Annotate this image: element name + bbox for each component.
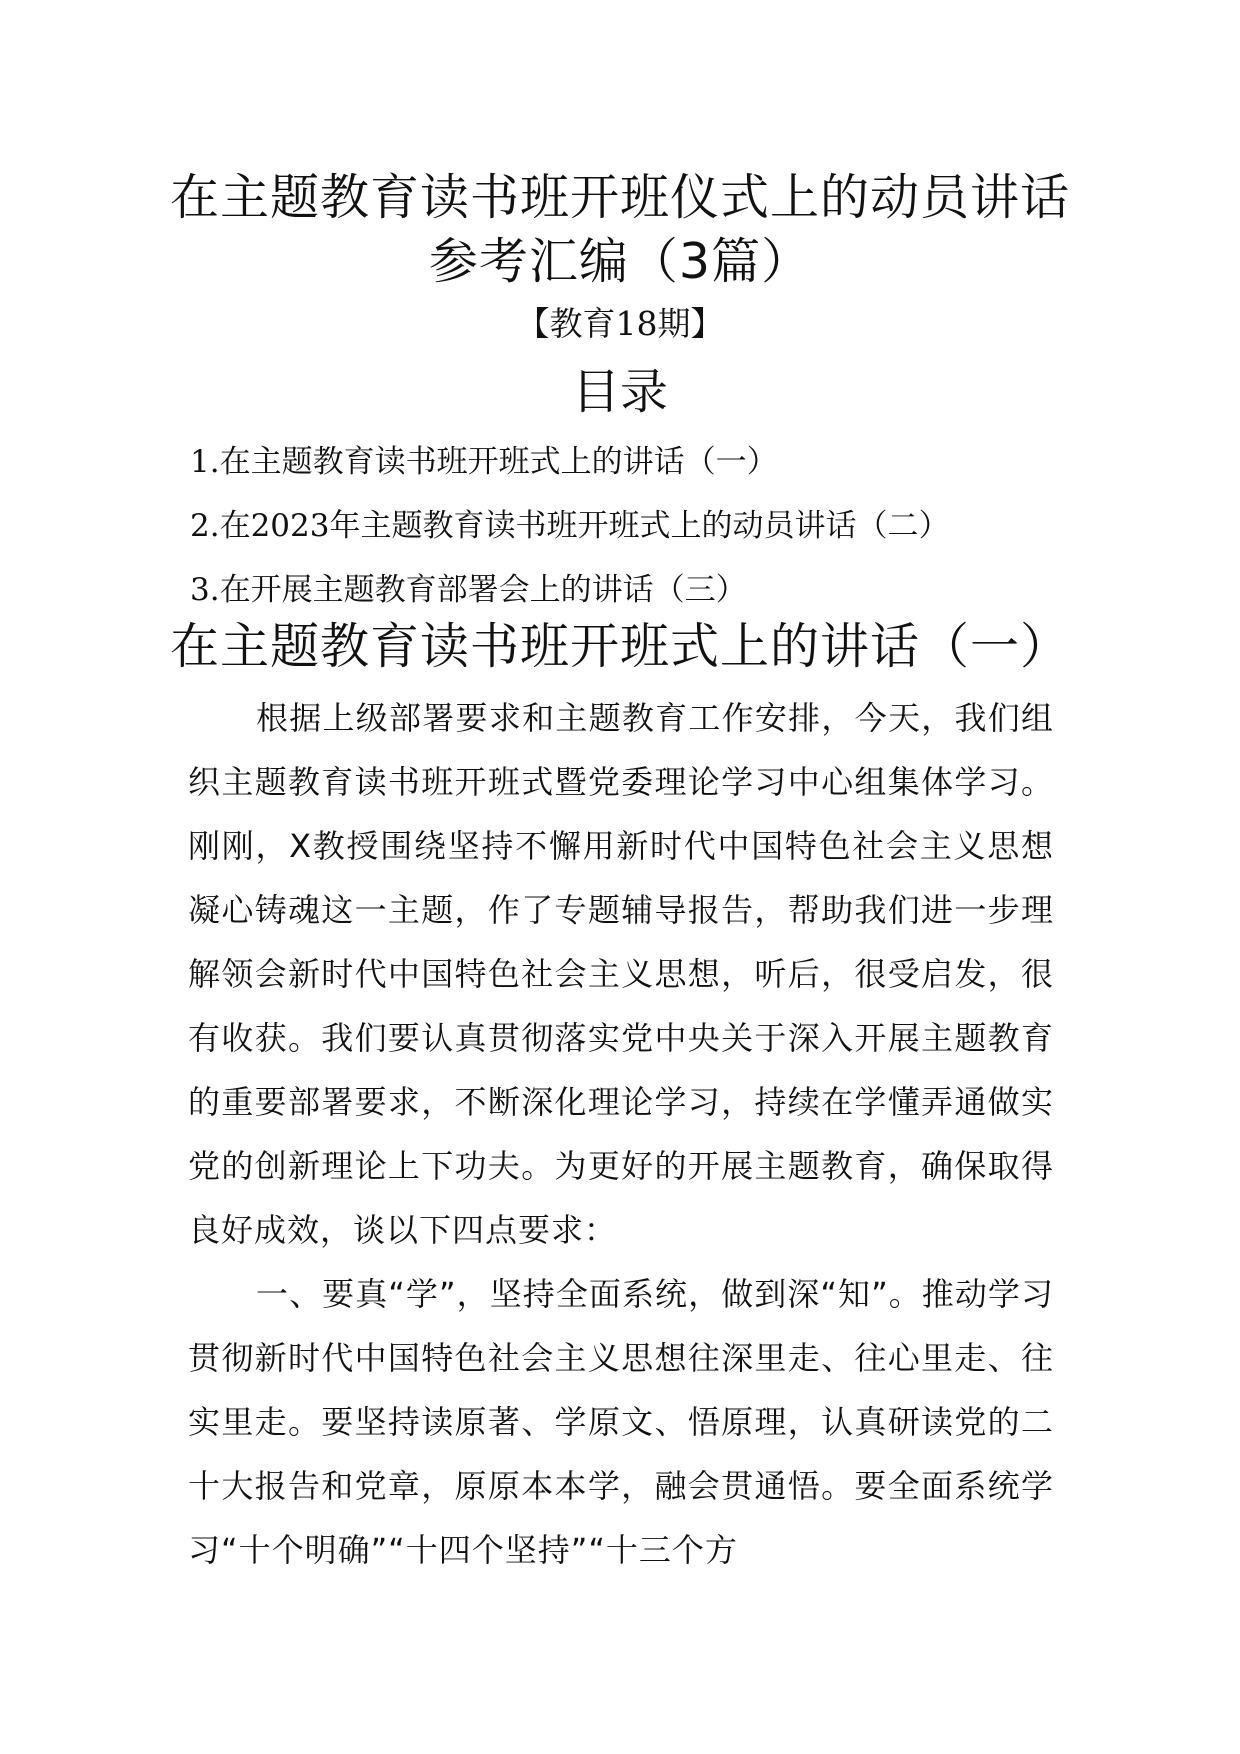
body-paragraph-2: 一、要真“学”，坚持全面系统，做到深“知”。推动学习贯彻新时代中国特色社会主义思想往深里走、往心里走、往实里走。要坚持读原著、学原文、悟原理，认真研读党的二十大报告和党章，原原本本学，融会贯通悟。要全面系统学习“十个明确”“十四个坚持”“十三个方 [188,1275,1054,1569]
issue-tag: 【教育18期】 [516,304,724,343]
document-title-line-2: 参考汇编（3篇） [428,233,812,290]
toc-heading: 目录 [571,364,668,420]
body-paragraph-1: 根据上级部署要求和主题教育工作安排，今天，我们组织主题教育读书班开班式暨党委理论学习中心组集体学习。刚刚，X教授围绕坚持不懈用新时代中国特色社会主义思想凝心铸魂这一主题，作了专题辅导报告，帮助我们进一步理解领会新时代中国特色社会主义思想，听后，很受启发，很有收获。我们要认真贯彻落实党中央关于深入开展主题教育的重要部署要求，不断深化理论学习，持续在学懂弄通做实党的创新理论上下功夫。为更好的开展主题教育，确保取得良好成效，谈以下四点要求： [188,699,1054,1249]
section-body [188,686,1054,1582]
toc-item-3[interactable]: 3.在开展主题教育部署会上的讲话（三） [190,572,747,608]
toc-item-2[interactable]: 2.在2023年主题教育读书班开班式上的动员讲话（二） [190,508,950,544]
table-of-contents [190,430,1090,622]
section-title: 在主题教育读书班开班式上的讲话（一） [169,618,1070,675]
document-title-line-1: 在主题教育读书班开班仪式上的动员讲话 [169,169,1070,226]
toc-item-1[interactable]: 1.在主题教育读书班开班式上的讲话（一） [190,444,778,480]
